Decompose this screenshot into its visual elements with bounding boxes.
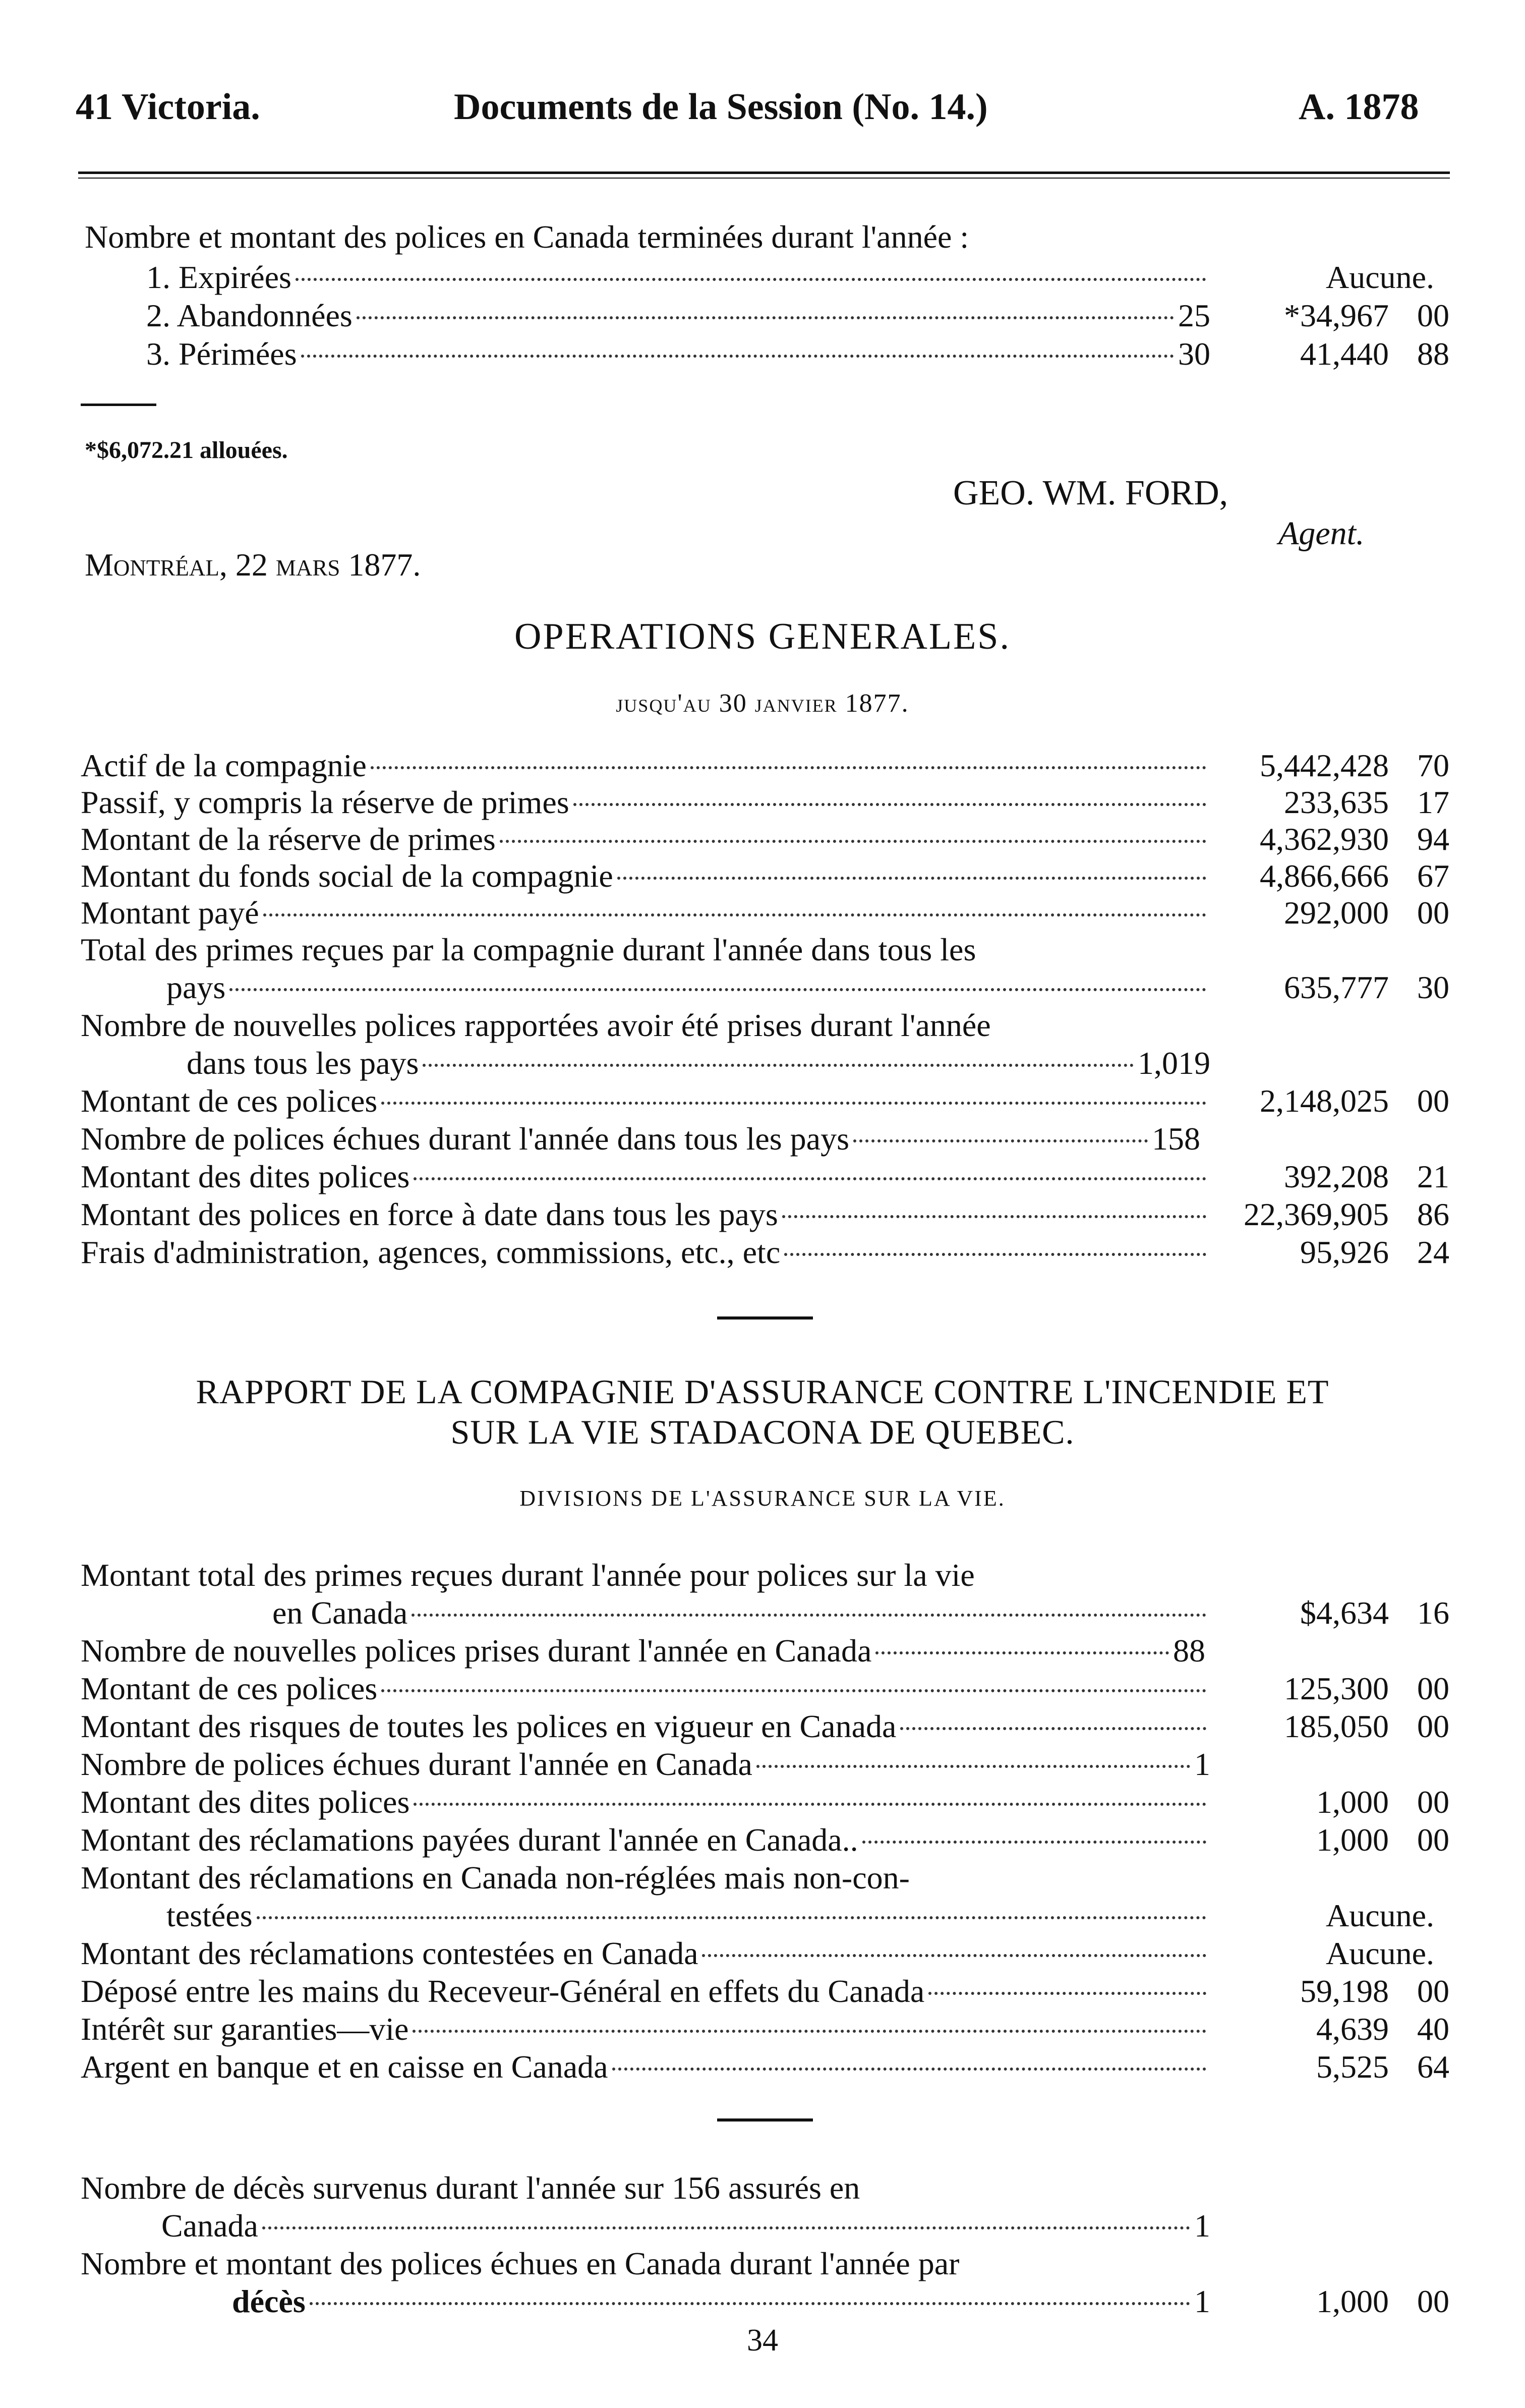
stadacona-title-line1: RAPPORT DE LA COMPAGNIE D'ASSURANCE CONTRE L'INCENDIE ET <box>196 1372 1329 1411</box>
leader-dots <box>301 355 1174 358</box>
row-amount: 392,208 <box>1284 1159 1389 1194</box>
row-count: 1 <box>1194 2208 1210 2244</box>
row-amount: 22,369,905 <box>1244 1196 1389 1232</box>
row-amount: 125,300 <box>1284 1671 1389 1706</box>
row-amount: 2,148,025 <box>1260 1083 1389 1119</box>
stadacona-row <box>272 1594 1210 1632</box>
leader-dots <box>414 1177 1206 1180</box>
row-cents: 17 <box>1417 784 1449 820</box>
row-amount: 185,050 <box>1284 1708 1389 1744</box>
leader-dots <box>862 1841 1206 1844</box>
row-count: 1 <box>1194 1746 1210 1782</box>
footnote-rule <box>81 404 156 406</box>
operations-row <box>81 783 1210 822</box>
row-label: Montant des dites polices <box>81 1784 410 1820</box>
operations-row <box>81 894 1210 932</box>
stadacona-row <box>81 1745 1210 1784</box>
leader-dots <box>310 2302 1190 2305</box>
leader-dots <box>500 840 1206 843</box>
row-label-continuation: pays <box>166 969 226 1005</box>
leader-dots <box>229 988 1206 991</box>
row-label: Nombre de décès survenus durant l'année sur 156 assurés en <box>81 2170 860 2206</box>
operations-row <box>166 968 1210 1007</box>
row-label: Total des primes reçues par la compagnie durant l'année dans tous les <box>81 932 976 967</box>
row-count: 25 <box>1178 298 1210 333</box>
terminated-row-abandoned <box>146 297 1210 335</box>
row-label: Montant total des primes reçues durant l'année pour polices sur la vie <box>81 1557 975 1593</box>
operations-row <box>187 1044 1210 1082</box>
operations-row <box>81 1195 1210 1234</box>
row-amount: 5,525 <box>1316 2049 1389 2085</box>
deaths-row <box>232 2282 1210 2321</box>
row-label: Montant des risques de toutes les polices en vigueur en Canada <box>81 1708 897 1744</box>
leader-dots <box>381 1102 1206 1105</box>
row-cents: 00 <box>1417 1708 1449 1744</box>
row-label: Montant des polices en force à date dans tous les pays <box>81 1196 778 1232</box>
leader-dots <box>357 316 1174 319</box>
row-amount: Aucune. <box>1325 1935 1434 1971</box>
leader-dots <box>875 1651 1169 1654</box>
row-amount: 4,362,930 <box>1260 821 1389 857</box>
row-label: Intérêt sur garanties—vie <box>81 2011 409 2047</box>
stadacona-title-line2: SUR LA VIE STADACONA DE QUEBEC. <box>450 1413 1075 1451</box>
row-amount: 233,635 <box>1284 784 1389 820</box>
leader-dots <box>573 803 1206 806</box>
leader-dots <box>262 2226 1190 2229</box>
deaths-row <box>161 2207 1210 2245</box>
row-amount: Aucune. <box>1325 259 1434 295</box>
row-cents: 86 <box>1417 1196 1449 1232</box>
row-cents: 00 <box>1417 895 1449 931</box>
row-amount: 1,000 <box>1316 2283 1389 2319</box>
row-label: Nombre de polices échues durant l'année en Canada <box>81 1746 752 1782</box>
leader-dots <box>371 766 1206 769</box>
row-amount: *34,967 <box>1284 298 1389 333</box>
stadacona-row <box>81 2010 1210 2048</box>
operations-row <box>81 857 1210 895</box>
row-cents: 00 <box>1417 2283 1449 2319</box>
leader-dots <box>414 1803 1206 1806</box>
row-cents: 24 <box>1417 1234 1449 1270</box>
row-label: Montant de ces polices <box>81 1671 378 1706</box>
section-divider <box>717 1316 813 1320</box>
leader-dots <box>612 2068 1207 2071</box>
stadacona-row <box>81 1670 1210 1708</box>
row-cents: 64 <box>1417 2049 1449 2085</box>
row-label: Nombre et montant des polices échues en Canada durant l'année par <box>81 2246 960 2281</box>
leader-dots <box>784 1253 1206 1256</box>
row-amount: 292,000 <box>1284 895 1389 931</box>
leader-dots <box>756 1765 1190 1768</box>
row-amount: 4,866,666 <box>1260 858 1389 894</box>
leader-dots <box>702 1954 1206 1957</box>
row-amount: 1,000 <box>1316 1784 1389 1820</box>
row-cents: 40 <box>1417 2011 1449 2047</box>
row-label: 1. Expirées <box>146 259 291 295</box>
row-label: Montant payé <box>81 895 259 931</box>
terminated-row-lapsed <box>146 335 1210 373</box>
operations-row <box>81 1233 1210 1272</box>
operations-row <box>81 1158 1210 1196</box>
row-cents: 00 <box>1417 1822 1449 1858</box>
row-cents: 00 <box>1417 1671 1449 1706</box>
footnote: *$6,072.21 allouées. <box>85 437 288 464</box>
row-label: Nombre de polices échues durant l'année dans tous les pays <box>81 1121 849 1157</box>
row-amount: Aucune. <box>1325 1898 1434 1933</box>
row-label-continuation: décès <box>232 2283 306 2319</box>
row-label: Passif, y compris la réserve de primes <box>81 784 569 820</box>
row-amount: 41,440 <box>1300 336 1389 372</box>
row-label: Nombre de nouvelles polices rapportées avoir été prises durant l'année <box>81 1007 991 1043</box>
row-label-continuation: Canada <box>161 2208 258 2244</box>
row-label: Actif de la compagnie <box>81 748 367 783</box>
stadacona-row <box>166 1897 1210 1935</box>
leader-dots <box>900 1727 1206 1730</box>
leader-dots <box>257 1916 1206 1919</box>
row-label: Montant des réclamations contestées en Canada <box>81 1935 698 1971</box>
row-cents: 94 <box>1417 821 1449 857</box>
row-count: 1,019 <box>1138 1045 1210 1081</box>
row-label: Montant de la réserve de primes <box>81 821 496 857</box>
header-document-title: Documents de la Session (No. 14.) <box>454 86 988 128</box>
row-count: 158 <box>1152 1121 1200 1157</box>
operations-title: OPERATIONS GENERALES. <box>514 616 1011 657</box>
row-cents: 67 <box>1417 858 1449 894</box>
row-label: Frais d'administration, agences, commissions, etc., etc <box>81 1234 781 1270</box>
row-label: Montant des réclamations payées durant l'année en Canada.. <box>81 1822 858 1858</box>
row-amount: 635,777 <box>1284 969 1389 1005</box>
leader-dots <box>782 1215 1206 1218</box>
row-cents: 30 <box>1417 969 1449 1005</box>
row-cents: 21 <box>1417 1159 1449 1194</box>
row-cents: 70 <box>1417 748 1449 783</box>
row-cents: 16 <box>1417 1595 1449 1631</box>
operations-row <box>81 1120 1200 1158</box>
row-label: Montant du fonds social de la compagnie <box>81 858 613 894</box>
leader-dots <box>423 1064 1134 1067</box>
leader-dots <box>853 1139 1148 1142</box>
leader-dots <box>381 1689 1206 1692</box>
leader-dots <box>296 278 1206 281</box>
row-amount: 1,000 <box>1316 1822 1389 1858</box>
operations-row <box>81 747 1210 785</box>
stadacona-subtitle: DIVISIONS DE L'ASSURANCE SUR LA VIE. <box>519 1486 1006 1511</box>
row-cents: 00 <box>1417 1083 1449 1119</box>
header-rule-thick <box>78 171 1450 174</box>
leader-dots <box>413 2030 1206 2033</box>
row-label-continuation: en Canada <box>272 1595 408 1631</box>
stadacona-row <box>81 1972 1210 2011</box>
header-year: A. 1878 <box>1299 86 1419 128</box>
terminated-row-expired <box>146 258 1210 297</box>
row-label: Montant de ces polices <box>81 1083 378 1119</box>
header-rule-thin <box>78 178 1450 179</box>
row-cents: 00 <box>1417 1784 1449 1820</box>
row-amount: 4,639 <box>1316 2011 1389 2047</box>
page-number: 34 <box>747 2323 778 2358</box>
leader-dots <box>263 913 1206 916</box>
row-amount: 95,926 <box>1300 1234 1389 1270</box>
stadacona-row <box>81 1934 1210 1973</box>
terminated-heading: Nombre et montant des polices en Canada terminées durant l'année : <box>85 219 969 255</box>
row-label-continuation: testées <box>166 1898 253 1933</box>
stadacona-row <box>81 1707 1210 1746</box>
row-label: Nombre de nouvelles polices prises durant l'année en Canada <box>81 1633 872 1669</box>
row-label: 2. Abandonnées <box>146 298 353 333</box>
section-divider <box>717 2118 813 2122</box>
stadacona-row <box>81 1632 1205 1670</box>
row-amount: $4,634 <box>1300 1595 1389 1631</box>
row-label: 3. Périmées <box>146 336 297 372</box>
row-amount: 5,442,428 <box>1260 748 1389 783</box>
leader-dots <box>617 877 1206 880</box>
row-cents: 00 <box>1417 298 1449 333</box>
row-label: Déposé entre les mains du Receveur-Général en effets du Canada <box>81 1973 925 2009</box>
row-count: 1 <box>1194 2283 1210 2319</box>
row-cents: 00 <box>1417 1973 1449 2009</box>
row-label: Argent en banque et en caisse en Canada <box>81 2049 608 2085</box>
row-label: Montant des dites polices <box>81 1159 410 1194</box>
place-date: Montréal, 22 mars 1877. <box>85 547 421 583</box>
leader-dots <box>412 1614 1206 1617</box>
operations-subtitle: jusqu'au 30 janvier 1877. <box>616 689 909 718</box>
stadacona-row <box>81 2048 1210 2086</box>
stadacona-row <box>81 1821 1210 1859</box>
header-volume: 41 Victoria. <box>76 86 260 128</box>
row-amount: 59,198 <box>1300 1973 1389 2009</box>
stadacona-row <box>81 1783 1210 1821</box>
row-count: 30 <box>1178 336 1210 372</box>
agent-name: GEO. WM. FORD, <box>953 474 1228 512</box>
row-count: 88 <box>1173 1633 1205 1669</box>
row-cents: 88 <box>1417 336 1449 372</box>
agent-title: Agent. <box>1278 515 1365 552</box>
operations-row <box>81 820 1210 858</box>
leader-dots <box>928 1992 1206 1995</box>
row-label-continuation: dans tous les pays <box>187 1045 419 1081</box>
row-label: Montant des réclamations en Canada non-réglées mais non-con- <box>81 1860 910 1896</box>
operations-row <box>81 1082 1210 1120</box>
